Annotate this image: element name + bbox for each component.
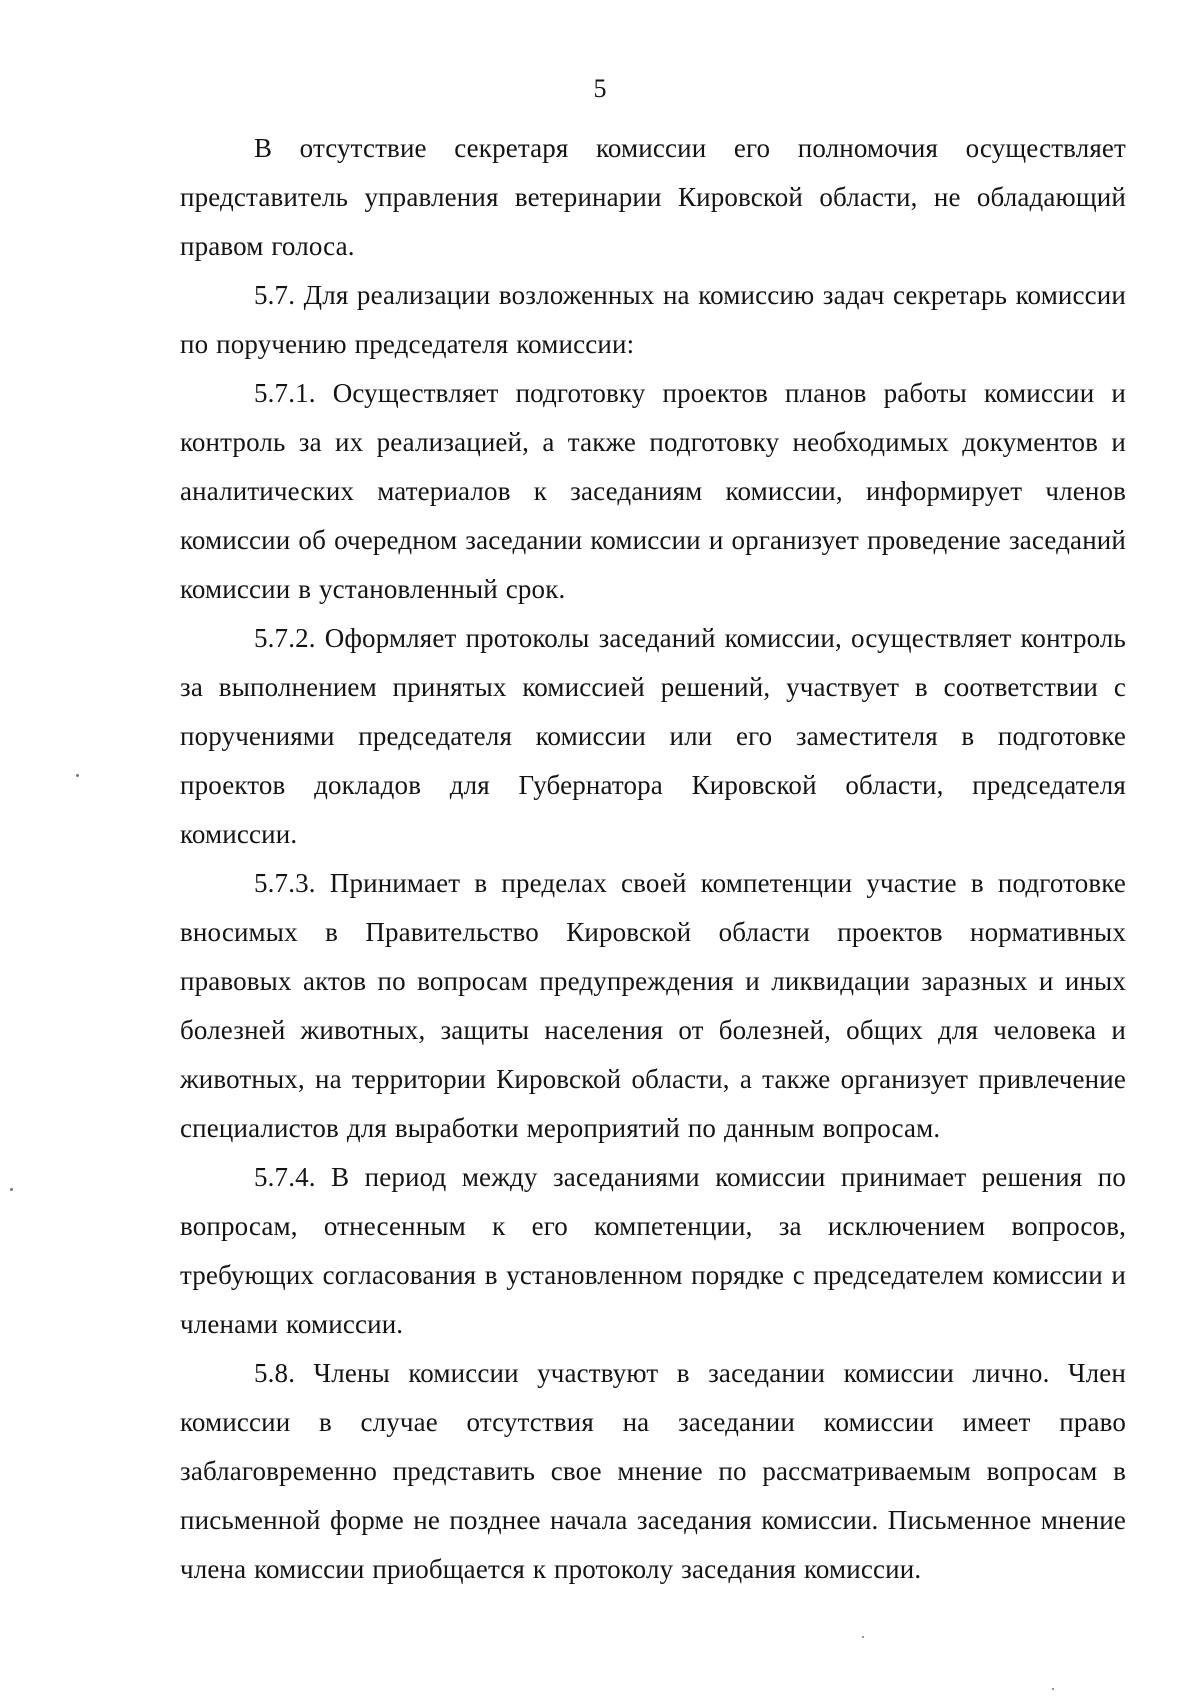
paragraph-5-8: 5.8. Члены комиссии участвуют в заседании комиссии лично. Член комиссии в случае отсутствия на заседании комиссии имеет право заблаговременно представить свое мнение по рассматриваемым вопросам в письменной форме не позднее начала заседания комиссии. Письменное мнение члена комиссии приобщается к протоколу заседания комиссии. [180, 1358, 1126, 1584]
paragraph-5-7-1: 5.7.1. Осуществляет подготовку проектов планов работы комиссии и контроль за их реализацией, а также подготовку необходимых документов и аналитических материалов к заседаниям комиссии, информирует членов комиссии об очередном заседании комиссии и организует проведение заседаний комиссии в установленный срок. [180, 378, 1126, 604]
scan-speck [76, 774, 79, 777]
page-number: 5 [593, 74, 607, 103]
paragraph-5-7-4: 5.7.4. В период между заседаниями комиссии принимает решения по вопросам, отнесенным к его компетенции, за исключением вопросов, требующих согласования в установленном порядке с председателем комиссии и членами комиссии. [180, 1162, 1126, 1339]
paragraph-secretary-absence: В отсутствие секретаря комиссии его полномочия осуществляет представитель управления ветеринарии Кировской области, не обладающий правом голоса. [180, 133, 1126, 261]
scan-speck [862, 1636, 864, 1638]
document-body [180, 124, 1126, 1594]
scan-speck [10, 1188, 13, 1191]
paragraph-5-7: 5.7. Для реализации возложенных на комиссию задач секретарь комиссии по поручению председателя комиссии: [180, 280, 1126, 359]
paragraph-5-7-2: 5.7.2. Оформляет протоколы заседаний комиссии, осуществляет контроль за выполнением принятых комиссией решений, участвует в соответствии с поручениями председателя комиссии или его заместителя в подготовке проектов докладов для Губернатора Кировской области, председателя комиссии. [180, 623, 1126, 849]
paragraph-5-7-3: 5.7.3. Принимает в пределах своей компетенции участие в подготовке вносимых в Правительство Кировской области проектов нормативных правовых актов по вопросам предупреждения и ликвидации заразных и иных болезней животных, защиты населения от болезней, общих для человека и животных, на территории Кировской области, а также организует привлечение специалистов для выработки мероприятий по данным вопросам. [180, 868, 1126, 1143]
scan-speck [1052, 1688, 1054, 1690]
